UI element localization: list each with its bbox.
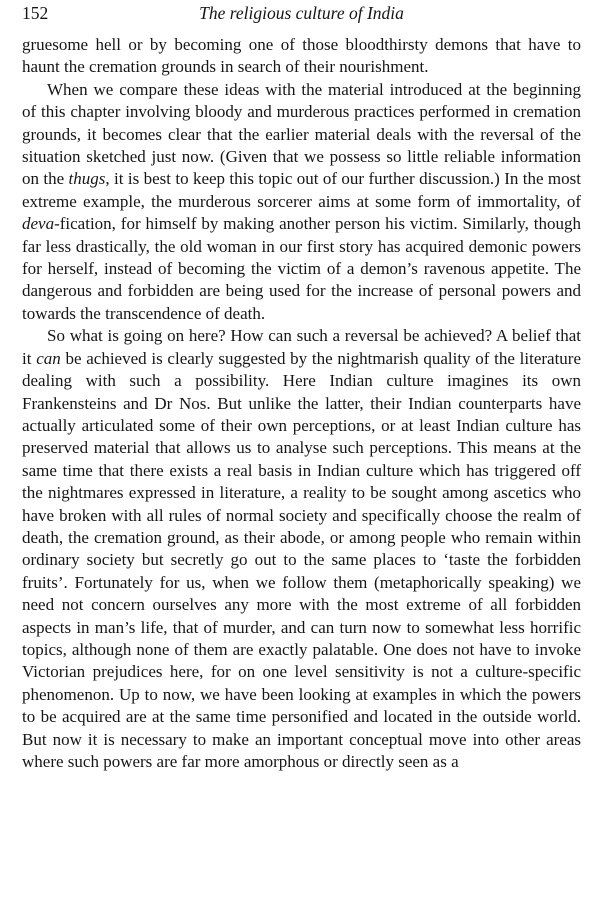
- paragraph-2: [22, 79, 581, 325]
- page-number: 152: [22, 3, 49, 23]
- running-head: [22, 2, 581, 24]
- body-text: [22, 34, 581, 773]
- paragraph-3: [22, 325, 581, 773]
- paragraph-3-run-1: So what is going on here? How can such a reversal be achieved? A belief that it: [22, 326, 581, 368]
- running-title: The religious culture of India: [199, 3, 404, 23]
- term-thugs: thugs: [68, 169, 106, 189]
- paragraph-1: [22, 34, 581, 79]
- paragraph-1-run-1: gruesome hell or by becoming one of those bloodthirsty demons that have to haunt the cremation grounds in search of their nourishment.: [22, 35, 581, 77]
- paragraph-2-run-3: , it is best to keep this topic out of our further discussion.) In the most extreme example, the murderous sorcerer aims at some form of immortality, of: [22, 169, 581, 211]
- emphasis-can: can: [36, 348, 61, 368]
- paragraph-2-run-5: -fication, for himself by making another person his victim. Similarly, though far less drastically, the old woman in our first story has acquired demonic powers for herself, instead of becoming the victim of a demon’s ravenous appetite. The dangerous and forbidden are being used for the increase of personal powers and towards the transcendence of death.: [22, 214, 581, 323]
- paragraph-2-run-1: When we compare these ideas with the material introduced at the beginning of this chapter involving bloody and murderous practices performed in cremation grounds, it becomes clear that the earlier material deals with the reversal of the situation sketched just now. (Given that we possess so little reliable information on the: [22, 79, 581, 189]
- term-deva: deva: [22, 214, 55, 234]
- paragraph-3-run-3: be achieved is clearly suggested by the nightmarish quality of the literature dealing with such a possibility. Here Indian culture imagines its own Frankensteins and Dr Nos. But unlike the latter, their Indian counterparts have actually articulated some of their own perceptions, or at least Indian culture has preserved material that allows us to analyse such perceptions. This means at the same time that there exists a real basis in Indian culture which has triggered off the nightmares expressed in literature, a reality to be sought among ascetics who have broken with all rules of normal society and specifically choose the realm of death, the cremation ground, as their abode, or among people who remain within ordinary society but secretly go out to the same places to ‘taste the forbidden fruits’. Fortunately for us, when we follow them (metaphorically speaking) we need not concern ourselves any more with the most extreme of all forbidden aspects in man’s life, that of murder, and can turn now to somewhat less horrific topics, although none of them are exactly palatable. One does not have to invoke Victorian prejudices here, for on one level sensitivity is not a culture-specific phenomenon. Up to now, we have been looking at examples in which the powers to be acquired are at the same time personified and located in the outside world. But now it is necessary to make an important conceptual move into other areas where such powers are far more amorphous or directly seen as a: [22, 348, 582, 771]
